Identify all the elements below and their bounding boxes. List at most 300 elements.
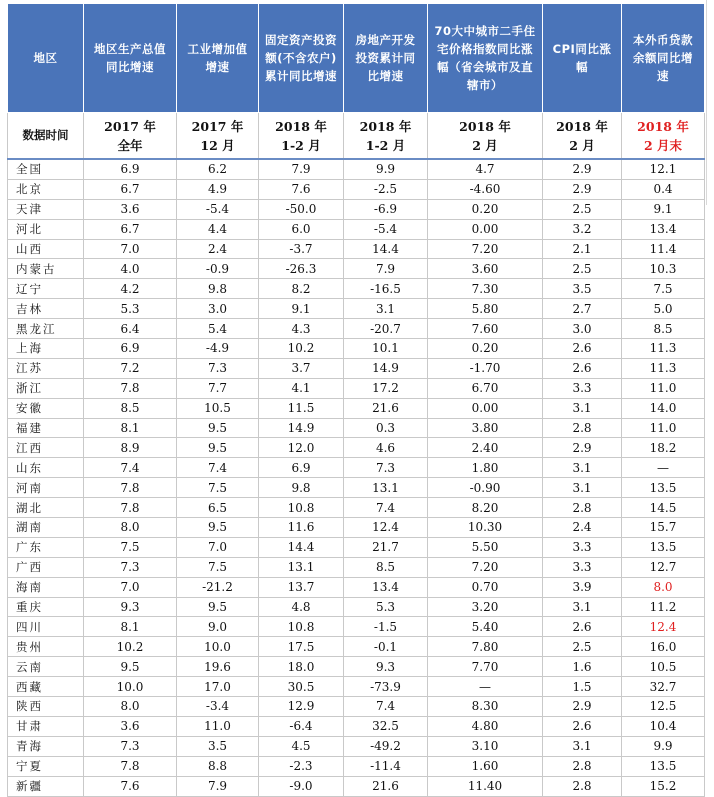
gdp-cell: 7.6 — [84, 776, 177, 796]
table-row — [8, 299, 705, 319]
header-cpi: CPI同比涨幅 — [543, 4, 622, 113]
region-cell: 宁夏 — [8, 756, 84, 776]
gdp-cell: 10.2 — [84, 637, 177, 657]
gdp-cell: 6.7 — [84, 219, 177, 239]
cpi-cell: 2.4 — [543, 518, 622, 538]
housing-price-cell: 5.50 — [428, 537, 543, 557]
table-row — [8, 537, 705, 557]
cpi-cell: 3.3 — [543, 537, 622, 557]
region-cell: 陕西 — [8, 697, 84, 717]
housing-price-cell: 0.00 — [428, 219, 543, 239]
gdp-cell: 7.0 — [84, 239, 177, 259]
industrial-cell: 5.4 — [177, 319, 259, 339]
loan-cell: 11.3 — [622, 339, 705, 359]
housing-price-cell: 7.20 — [428, 557, 543, 577]
real-estate-cell: -1.5 — [344, 617, 428, 637]
loan-cell: 14.0 — [622, 398, 705, 418]
fixed-asset-cell: 7.9 — [259, 159, 344, 179]
cpi-cell: 2.1 — [543, 239, 622, 259]
subheader-period: 2017 年 全年 — [84, 113, 177, 160]
fixed-asset-cell: 4.1 — [259, 378, 344, 398]
housing-price-cell: -0.90 — [428, 478, 543, 498]
table-row — [8, 358, 705, 378]
gdp-cell: 5.3 — [84, 299, 177, 319]
region-cell: 贵州 — [8, 637, 84, 657]
loan-cell: 12.1 — [622, 159, 705, 179]
cpi-cell: 2.7 — [543, 299, 622, 319]
fixed-asset-cell: -6.4 — [259, 716, 344, 736]
industrial-cell: 10.0 — [177, 637, 259, 657]
cpi-cell: 2.8 — [543, 776, 622, 796]
loan-cell: 12.4 — [622, 617, 705, 637]
table-row — [8, 478, 705, 498]
cpi-cell: 2.6 — [543, 358, 622, 378]
fixed-asset-cell: 11.6 — [259, 518, 344, 538]
industrial-cell: 7.9 — [177, 776, 259, 796]
cpi-cell: 3.1 — [543, 398, 622, 418]
region-cell: 甘肃 — [8, 716, 84, 736]
housing-price-cell: 0.20 — [428, 199, 543, 219]
fixed-asset-cell: 4.5 — [259, 736, 344, 756]
loan-cell: 12.5 — [622, 697, 705, 717]
loan-cell: 15.7 — [622, 518, 705, 538]
real-estate-cell: 7.4 — [344, 498, 428, 518]
region-cell: 安徽 — [8, 398, 84, 418]
region-cell: 河南 — [8, 478, 84, 498]
cpi-cell: 1.5 — [543, 677, 622, 697]
table-row — [8, 716, 705, 736]
subheader-period: 2017 年 12 月 — [177, 113, 259, 160]
housing-price-cell: 3.10 — [428, 736, 543, 756]
cpi-cell: 2.6 — [543, 339, 622, 359]
region-cell: 湖北 — [8, 498, 84, 518]
real-estate-cell: -6.9 — [344, 199, 428, 219]
fixed-asset-cell: 30.5 — [259, 677, 344, 697]
industrial-cell: 4.9 — [177, 179, 259, 199]
real-estate-cell: 8.5 — [344, 557, 428, 577]
region-cell: 浙江 — [8, 378, 84, 398]
housing-price-cell: 11.40 — [428, 776, 543, 796]
cpi-cell: 3.1 — [543, 597, 622, 617]
cpi-cell: 2.6 — [543, 617, 622, 637]
gdp-cell: 7.3 — [84, 557, 177, 577]
housing-price-cell: 3.20 — [428, 597, 543, 617]
fixed-asset-cell: -2.3 — [259, 756, 344, 776]
industrial-cell: -0.9 — [177, 259, 259, 279]
gdp-cell: 7.0 — [84, 577, 177, 597]
loan-cell: 8.5 — [622, 319, 705, 339]
cpi-cell: 3.1 — [543, 458, 622, 478]
industrial-cell: 7.4 — [177, 458, 259, 478]
real-estate-cell: 21.6 — [344, 398, 428, 418]
loan-cell: 13.5 — [622, 756, 705, 776]
table-row — [8, 458, 705, 478]
real-estate-cell: 0.3 — [344, 418, 428, 438]
gdp-cell: 8.9 — [84, 438, 177, 458]
region-cell: 云南 — [8, 657, 84, 677]
region-cell: 福建 — [8, 418, 84, 438]
table-row — [8, 657, 705, 677]
loan-cell: 32.7 — [622, 677, 705, 697]
fixed-asset-cell: 12.9 — [259, 697, 344, 717]
industrial-cell: 17.0 — [177, 677, 259, 697]
gdp-cell: 7.8 — [84, 756, 177, 776]
gdp-cell: 9.5 — [84, 657, 177, 677]
loan-cell: 11.3 — [622, 358, 705, 378]
cpi-cell: 2.6 — [543, 716, 622, 736]
table-row — [8, 219, 705, 239]
housing-price-cell: 4.7 — [428, 159, 543, 179]
real-estate-cell: 10.1 — [344, 339, 428, 359]
housing-price-cell: 4.80 — [428, 716, 543, 736]
loan-cell: 11.4 — [622, 239, 705, 259]
table-row — [8, 418, 705, 438]
regional-economic-table — [7, 3, 705, 797]
loan-cell: 13.4 — [622, 219, 705, 239]
header-region: 地区 — [8, 4, 84, 113]
region-cell: 江苏 — [8, 358, 84, 378]
industrial-cell: 11.0 — [177, 716, 259, 736]
subheader-period: 2018 年 1-2 月 — [259, 113, 344, 160]
housing-price-cell: 1.80 — [428, 458, 543, 478]
real-estate-cell: 4.6 — [344, 438, 428, 458]
header-row — [8, 4, 705, 113]
cpi-cell: 1.6 — [543, 657, 622, 677]
fixed-asset-cell: 3.7 — [259, 358, 344, 378]
housing-price-cell: 7.70 — [428, 657, 543, 677]
region-cell: 湖南 — [8, 518, 84, 538]
loan-cell: 10.5 — [622, 657, 705, 677]
industrial-cell: 9.8 — [177, 279, 259, 299]
region-cell: 山西 — [8, 239, 84, 259]
cpi-cell: 3.3 — [543, 557, 622, 577]
table-row — [8, 756, 705, 776]
real-estate-cell: -20.7 — [344, 319, 428, 339]
subheader-period-highlight: 2018 年 2 月末 — [622, 113, 705, 160]
housing-price-cell: — — [428, 677, 543, 697]
fixed-asset-cell: -50.0 — [259, 199, 344, 219]
fixed-asset-cell: 18.0 — [259, 657, 344, 677]
table-row — [8, 378, 705, 398]
industrial-cell: -4.9 — [177, 339, 259, 359]
table-row — [8, 259, 705, 279]
real-estate-cell: -5.4 — [344, 219, 428, 239]
real-estate-cell: 9.3 — [344, 657, 428, 677]
cpi-cell: 2.5 — [543, 259, 622, 279]
fixed-asset-cell: -3.7 — [259, 239, 344, 259]
region-cell: 江西 — [8, 438, 84, 458]
fixed-asset-cell: 14.9 — [259, 418, 344, 438]
gdp-cell: 7.8 — [84, 478, 177, 498]
gdp-cell: 6.9 — [84, 159, 177, 179]
region-cell: 天津 — [8, 199, 84, 219]
real-estate-cell: 3.1 — [344, 299, 428, 319]
table-row — [8, 597, 705, 617]
cpi-cell: 2.8 — [543, 498, 622, 518]
real-estate-cell: 14.9 — [344, 358, 428, 378]
loan-cell: 11.0 — [622, 418, 705, 438]
table-row — [8, 776, 705, 796]
housing-price-cell: 7.30 — [428, 279, 543, 299]
region-cell: 全国 — [8, 159, 84, 179]
fixed-asset-cell: 9.8 — [259, 478, 344, 498]
region-cell: 新疆 — [8, 776, 84, 796]
real-estate-cell: 17.2 — [344, 378, 428, 398]
cpi-cell: 2.9 — [543, 697, 622, 717]
real-estate-cell: 13.4 — [344, 577, 428, 597]
industrial-cell: 9.5 — [177, 597, 259, 617]
fixed-asset-cell: -9.0 — [259, 776, 344, 796]
loan-cell: 18.2 — [622, 438, 705, 458]
industrial-cell: 4.4 — [177, 219, 259, 239]
table-row — [8, 179, 705, 199]
industrial-cell: -3.4 — [177, 697, 259, 717]
subheader-data-time: 数据时间 — [8, 113, 84, 160]
table-row — [8, 736, 705, 756]
loan-cell: 9.9 — [622, 736, 705, 756]
industrial-cell: -5.4 — [177, 199, 259, 219]
housing-price-cell: 8.30 — [428, 697, 543, 717]
housing-price-cell: 3.60 — [428, 259, 543, 279]
header-loan-growth: 本外币贷款余额同比增速 — [622, 4, 705, 113]
loan-cell: 14.5 — [622, 498, 705, 518]
region-cell: 北京 — [8, 179, 84, 199]
industrial-cell: 7.7 — [177, 378, 259, 398]
gdp-cell: 8.1 — [84, 418, 177, 438]
loan-cell: 16.0 — [622, 637, 705, 657]
housing-price-cell: 7.60 — [428, 319, 543, 339]
cpi-cell: 2.9 — [543, 438, 622, 458]
header-fixed-asset-investment: 固定资产投资额(不含农户)累计同比增速 — [259, 4, 344, 113]
housing-price-cell: 5.40 — [428, 617, 543, 637]
header-real-estate-investment: 房地产开发投资累计同比增速 — [344, 4, 428, 113]
cpi-cell: 2.9 — [543, 159, 622, 179]
fixed-asset-cell: 6.0 — [259, 219, 344, 239]
loan-cell: 0.4 — [622, 179, 705, 199]
housing-price-cell: 10.30 — [428, 518, 543, 538]
region-cell: 黑龙江 — [8, 319, 84, 339]
header-industrial-growth: 工业增加值增速 — [177, 4, 259, 113]
industrial-cell: 9.5 — [177, 418, 259, 438]
region-cell: 青海 — [8, 736, 84, 756]
region-cell: 广东 — [8, 537, 84, 557]
industrial-cell: 2.4 — [177, 239, 259, 259]
gdp-cell: 8.0 — [84, 697, 177, 717]
cpi-cell: 3.1 — [543, 478, 622, 498]
real-estate-cell: 7.4 — [344, 697, 428, 717]
fixed-asset-cell: 12.0 — [259, 438, 344, 458]
gdp-cell: 8.0 — [84, 518, 177, 538]
housing-price-cell: 5.80 — [428, 299, 543, 319]
cpi-cell: 3.3 — [543, 378, 622, 398]
fixed-asset-cell: 10.8 — [259, 617, 344, 637]
header-housing-price-index: 70大中城市二手住宅价格指数同比涨幅（省会城市及直辖市） — [428, 4, 543, 113]
cpi-cell: 2.8 — [543, 756, 622, 776]
adjacent-panel-edge — [706, 0, 714, 205]
subheader-row — [8, 113, 705, 160]
region-cell: 西藏 — [8, 677, 84, 697]
fixed-asset-cell: 10.8 — [259, 498, 344, 518]
real-estate-cell: 9.9 — [344, 159, 428, 179]
table-row — [8, 159, 705, 179]
gdp-cell: 4.0 — [84, 259, 177, 279]
industrial-cell: 7.0 — [177, 537, 259, 557]
region-cell: 海南 — [8, 577, 84, 597]
loan-cell: 11.0 — [622, 378, 705, 398]
loan-cell: 11.2 — [622, 597, 705, 617]
industrial-cell: 7.5 — [177, 557, 259, 577]
housing-price-cell: 8.20 — [428, 498, 543, 518]
table-row — [8, 239, 705, 259]
fixed-asset-cell: 7.6 — [259, 179, 344, 199]
cpi-cell: 3.9 — [543, 577, 622, 597]
gdp-cell: 3.6 — [84, 716, 177, 736]
industrial-cell: 9.0 — [177, 617, 259, 637]
cpi-cell: 3.1 — [543, 736, 622, 756]
gdp-cell: 6.9 — [84, 339, 177, 359]
fixed-asset-cell: 9.1 — [259, 299, 344, 319]
region-cell: 辽宁 — [8, 279, 84, 299]
gdp-cell: 7.3 — [84, 736, 177, 756]
housing-price-cell: 6.70 — [428, 378, 543, 398]
region-cell: 内蒙古 — [8, 259, 84, 279]
loan-cell: 13.5 — [622, 537, 705, 557]
region-cell: 上海 — [8, 339, 84, 359]
gdp-cell: 8.5 — [84, 398, 177, 418]
fixed-asset-cell: 10.2 — [259, 339, 344, 359]
housing-price-cell: 3.80 — [428, 418, 543, 438]
region-cell: 山东 — [8, 458, 84, 478]
cpi-cell: 3.5 — [543, 279, 622, 299]
gdp-cell: 7.4 — [84, 458, 177, 478]
table-row — [8, 498, 705, 518]
fixed-asset-cell: 4.3 — [259, 319, 344, 339]
loan-cell: 10.4 — [622, 716, 705, 736]
real-estate-cell: -2.5 — [344, 179, 428, 199]
cpi-cell: 2.8 — [543, 418, 622, 438]
table-row — [8, 199, 705, 219]
gdp-cell: 7.8 — [84, 498, 177, 518]
industrial-cell: 10.5 — [177, 398, 259, 418]
fixed-asset-cell: 4.8 — [259, 597, 344, 617]
table-row — [8, 398, 705, 418]
housing-price-cell: 1.60 — [428, 756, 543, 776]
industrial-cell: 9.5 — [177, 438, 259, 458]
real-estate-cell: 21.7 — [344, 537, 428, 557]
fixed-asset-cell: -26.3 — [259, 259, 344, 279]
industrial-cell: 19.6 — [177, 657, 259, 677]
real-estate-cell: 21.6 — [344, 776, 428, 796]
loan-cell: 13.5 — [622, 478, 705, 498]
real-estate-cell: 5.3 — [344, 597, 428, 617]
gdp-cell: 7.8 — [84, 378, 177, 398]
table-row — [8, 577, 705, 597]
loan-cell: 7.5 — [622, 279, 705, 299]
cpi-cell: 3.2 — [543, 219, 622, 239]
fixed-asset-cell: 11.5 — [259, 398, 344, 418]
loan-cell: 12.7 — [622, 557, 705, 577]
subheader-period: 2018 年 2 月 — [543, 113, 622, 160]
industrial-cell: 7.5 — [177, 478, 259, 498]
loan-cell: 8.0 — [622, 577, 705, 597]
header-gdp-growth: 地区生产总值同比增速 — [84, 4, 177, 113]
region-cell: 四川 — [8, 617, 84, 637]
real-estate-cell: 14.4 — [344, 239, 428, 259]
real-estate-cell: 7.9 — [344, 259, 428, 279]
table-row — [8, 677, 705, 697]
table-row — [8, 438, 705, 458]
table-row — [8, 637, 705, 657]
fixed-asset-cell: 17.5 — [259, 637, 344, 657]
housing-price-cell: 2.40 — [428, 438, 543, 458]
table-body — [8, 159, 705, 796]
table-row — [8, 557, 705, 577]
housing-price-cell: 0.20 — [428, 339, 543, 359]
region-cell: 重庆 — [8, 597, 84, 617]
industrial-cell: 6.5 — [177, 498, 259, 518]
housing-price-cell: 7.20 — [428, 239, 543, 259]
real-estate-cell: -73.9 — [344, 677, 428, 697]
housing-price-cell: 0.00 — [428, 398, 543, 418]
fixed-asset-cell: 13.1 — [259, 557, 344, 577]
loan-cell: 9.1 — [622, 199, 705, 219]
gdp-cell: 9.3 — [84, 597, 177, 617]
real-estate-cell: -11.4 — [344, 756, 428, 776]
industrial-cell: 9.5 — [177, 518, 259, 538]
real-estate-cell: -0.1 — [344, 637, 428, 657]
fixed-asset-cell: 14.4 — [259, 537, 344, 557]
region-cell: 吉林 — [8, 299, 84, 319]
real-estate-cell: -16.5 — [344, 279, 428, 299]
table-row — [8, 518, 705, 538]
cpi-cell: 3.0 — [543, 319, 622, 339]
fixed-asset-cell: 13.7 — [259, 577, 344, 597]
table-row — [8, 617, 705, 637]
gdp-cell: 4.2 — [84, 279, 177, 299]
subheader-period: 2018 年 2 月 — [428, 113, 543, 160]
industrial-cell: 7.3 — [177, 358, 259, 378]
fixed-asset-cell: 8.2 — [259, 279, 344, 299]
table-row — [8, 319, 705, 339]
housing-price-cell: 7.80 — [428, 637, 543, 657]
table-row — [8, 697, 705, 717]
real-estate-cell: -49.2 — [344, 736, 428, 756]
industrial-cell: -21.2 — [177, 577, 259, 597]
loan-cell: 10.3 — [622, 259, 705, 279]
gdp-cell: 7.5 — [84, 537, 177, 557]
industrial-cell: 6.2 — [177, 159, 259, 179]
gdp-cell: 10.0 — [84, 677, 177, 697]
gdp-cell: 6.4 — [84, 319, 177, 339]
table-row — [8, 339, 705, 359]
gdp-cell: 7.2 — [84, 358, 177, 378]
real-estate-cell: 12.4 — [344, 518, 428, 538]
housing-price-cell: -4.60 — [428, 179, 543, 199]
loan-cell: 5.0 — [622, 299, 705, 319]
cpi-cell: 2.5 — [543, 637, 622, 657]
real-estate-cell: 32.5 — [344, 716, 428, 736]
fixed-asset-cell: 6.9 — [259, 458, 344, 478]
gdp-cell: 3.6 — [84, 199, 177, 219]
region-cell: 广西 — [8, 557, 84, 577]
subheader-period: 2018 年 1-2 月 — [344, 113, 428, 160]
industrial-cell: 3.5 — [177, 736, 259, 756]
industrial-cell: 3.0 — [177, 299, 259, 319]
region-cell: 河北 — [8, 219, 84, 239]
cpi-cell: 2.5 — [543, 199, 622, 219]
loan-cell: — — [622, 458, 705, 478]
table-row — [8, 279, 705, 299]
